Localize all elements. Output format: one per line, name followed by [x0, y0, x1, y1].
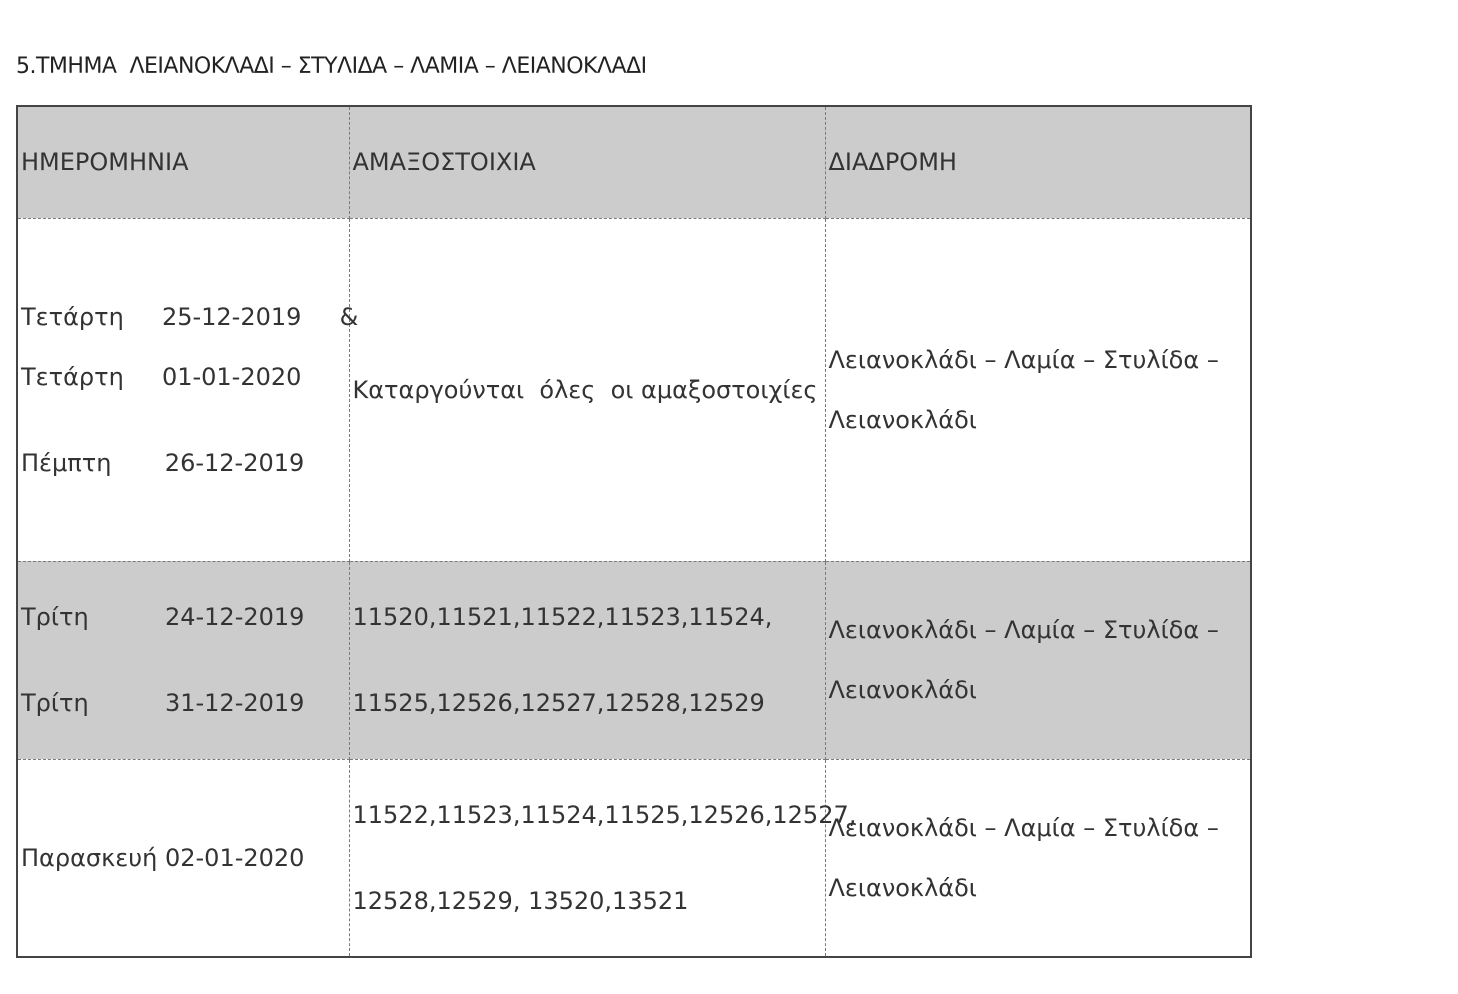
header-route: ΔΙΑΔΡΟΜΗ [825, 106, 1251, 218]
table-row [17, 561, 1251, 759]
date-line: Τρίτη 31-12-2019 [21, 689, 305, 717]
route-line: Λειανοκλάδι – Λαμία – Στυλίδα – [828, 813, 1219, 842]
route-cell [825, 561, 1251, 759]
trains-line: Καταργούνται όλες οι αμαξοστοιχίες [352, 375, 818, 404]
schedule-table [16, 105, 1252, 958]
date-cell [17, 759, 349, 957]
trains-line: 11525,12526,12527,12528,12529 [352, 689, 765, 717]
trains-line: 12528,12529, 13520,13521 [352, 886, 689, 915]
date-line: Πέμπτη 26-12-2019 [21, 448, 305, 477]
route-line: Λειανοκλάδι [828, 405, 977, 434]
table-row [17, 759, 1251, 957]
route-line: Λειανοκλάδι – Λαμία – Στυλίδα – [828, 616, 1219, 644]
route-line: Λειανοκλάδι [828, 873, 977, 902]
date-cell [17, 218, 359, 561]
route-cell [825, 759, 1251, 957]
route-cell [825, 218, 1251, 561]
date-line: Παρασκευή 02-01-2020 [21, 843, 305, 872]
date-line: Τετάρτη 01-01-2020 [21, 362, 302, 391]
route-line: Λειανοκλάδι [828, 676, 977, 704]
trains-cell [349, 561, 825, 759]
date-line: Τετάρτη 25-12-2019 & [21, 302, 359, 331]
date-line: Τρίτη 24-12-2019 [21, 603, 305, 631]
table-header-row [17, 106, 1251, 218]
section-title: 5.ΤΜΗΜΑ ΛΕΙΑΝΟΚΛΑΔΙ – ΣΤΥΛΙΔΑ – ΛΑΜΙΑ – ΛΕΙΑΝΟΚΛΑΔΙ [16, 54, 647, 79]
trains-line: 11520,11521,11522,11523,11524, [352, 603, 773, 631]
trains-cell [349, 759, 857, 957]
trains-cell [349, 218, 825, 561]
date-cell [17, 561, 349, 759]
route-line: Λειανοκλάδι – Λαμία – Στυλίδα – [828, 345, 1219, 374]
table-row [17, 218, 1251, 561]
header-trains: ΑΜΑΞΟΣΤΟΙΧΙΑ [349, 106, 825, 218]
header-date: ΗΜΕΡΟΜΗΝΙΑ [17, 106, 349, 218]
trains-line: 11522,11523,11524,11525,12526,12527, [352, 800, 857, 829]
